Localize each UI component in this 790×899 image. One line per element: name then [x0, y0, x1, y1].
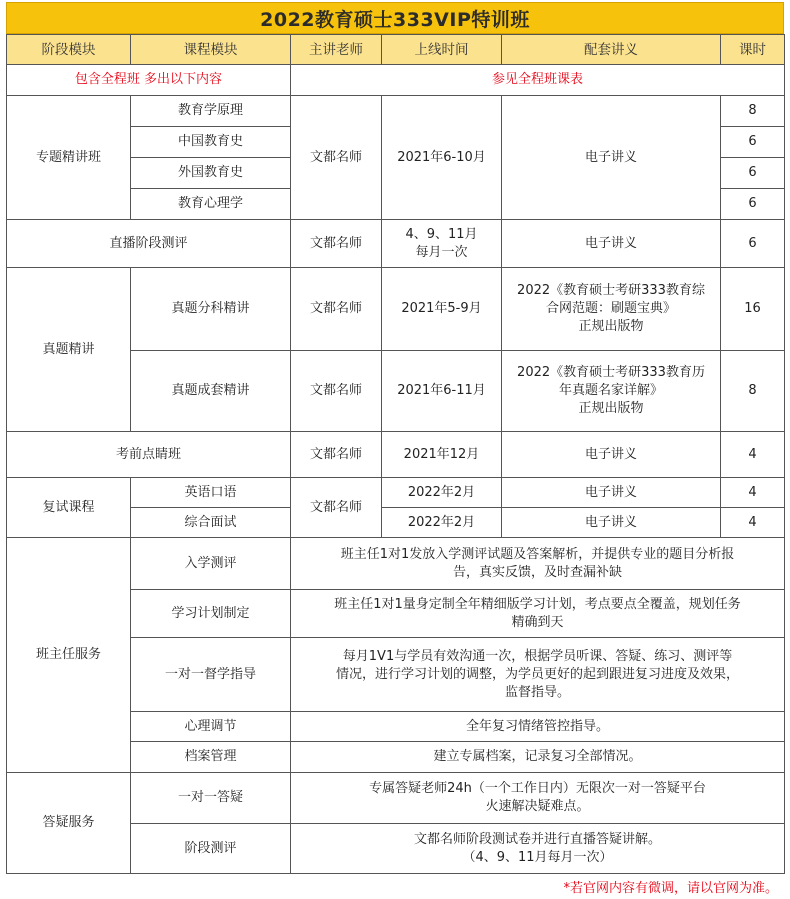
material-cell [502, 268, 721, 351]
desc-line: 专属答疑老师24h（一个工作日内）无限次一对一答疑平台 [369, 781, 706, 796]
hours-cell: 4 [721, 478, 785, 508]
header-stage: 阶段模块 [7, 35, 131, 65]
time-cell: 2021年5-9月 [382, 268, 502, 351]
stage-cell: 答疑服务 [7, 773, 131, 874]
course-cell: 中国教育史 [131, 127, 291, 158]
hours-cell: 16 [721, 268, 785, 351]
course-cell: 学习计划制定 [131, 590, 291, 638]
hours-cell: 4 [721, 508, 785, 538]
desc-line: 班主任1对1量身定制全年精细版学习计划，考点要点全覆盖，规划任务 [334, 596, 741, 612]
course-cell: 外国教育史 [131, 158, 291, 189]
material-line: 合网范题：刷题宝典》 [545, 301, 676, 316]
header-course: 课程模块 [131, 35, 291, 65]
teacher-cell: 文都名师 [291, 478, 382, 538]
teacher-cell: 文都名师 [291, 96, 382, 220]
stage-cell: 真题精讲 [7, 268, 131, 432]
material-line: 正规出版物 [578, 319, 644, 334]
material-line: 正规出版物 [578, 401, 644, 416]
service-desc-cell: 建立专属档案，记录复习全部情况。 [291, 742, 785, 773]
course-cell: 综合面试 [131, 508, 291, 538]
hours-cell: 4 [721, 432, 785, 478]
material-line: 2022《教育硕士考研333教育历 [517, 365, 705, 380]
course-cell: 教育心理学 [131, 189, 291, 220]
header-teacher: 主讲老师 [291, 35, 382, 65]
material-cell [502, 351, 721, 432]
course-cell: 真题分科精讲 [131, 268, 291, 351]
table-row [7, 538, 785, 590]
course-cell: 英语口语 [131, 478, 291, 508]
stage-cell: 考前点睛班 [7, 432, 291, 478]
header-time: 上线时间 [382, 35, 502, 65]
time-line: 每月一次 [415, 244, 468, 260]
desc-line: 监督指导。 [504, 684, 570, 700]
service-desc-cell: 全年复习情绪管控指导。 [291, 712, 785, 742]
table-row [7, 478, 785, 508]
hours-cell: 6 [721, 220, 785, 268]
material-cell: 电子讲义 [502, 508, 721, 538]
material-cell: 电子讲义 [502, 96, 721, 220]
time-cell: 2021年12月 [382, 432, 502, 478]
material-line: 年真题名家详解》 [558, 383, 663, 398]
course-cell: 一对一督学指导 [131, 638, 291, 712]
stage-cell: 专题精讲班 [7, 96, 131, 220]
table-header-row [7, 35, 785, 65]
course-cell: 入学测评 [131, 538, 291, 590]
hours-cell: 6 [721, 127, 785, 158]
footnote: *若官网内容有微调，请以官网为准。 [563, 881, 778, 896]
time-cell: 2021年6-10月 [382, 96, 502, 220]
stage-cell: 班主任服务 [7, 538, 131, 773]
time-cell [382, 220, 502, 268]
service-desc-cell [291, 590, 785, 638]
material-cell: 电子讲义 [502, 478, 721, 508]
desc-line: 告，真实反馈，及时查漏补缺 [452, 564, 622, 580]
teacher-cell: 文都名师 [291, 220, 382, 268]
service-desc-cell [291, 538, 785, 590]
header-hours: 课时 [721, 35, 785, 65]
course-table [6, 34, 785, 874]
time-cell: 2022年2月 [382, 508, 502, 538]
stage-cell: 复试课程 [7, 478, 131, 538]
service-desc-cell [291, 773, 785, 824]
stage-cell: 直播阶段测评 [7, 220, 291, 268]
desc-line: 情况，进行学习计划的调整，为学员更好的起到跟进复习进度及效果， [335, 666, 739, 682]
hours-cell: 6 [721, 189, 785, 220]
table-row [7, 268, 785, 351]
page-title: 2022教育硕士333VIP特训班 [6, 2, 784, 34]
table-row [7, 432, 785, 478]
time-line: 4、9、11月 [405, 226, 478, 242]
service-desc-cell [291, 824, 785, 874]
material-line: 2022《教育硕士考研333教育综 [517, 283, 705, 298]
course-cell: 一对一答疑 [131, 773, 291, 824]
table-row [7, 220, 785, 268]
desc-line: （4、9、11月每月一次） [462, 849, 613, 865]
desc-line: 精确到天 [511, 614, 564, 630]
material-cell: 电子讲义 [502, 220, 721, 268]
desc-line: 班主任1对1发放入学测评试题及答案解析，并提供专业的题目分析报 [340, 546, 735, 562]
table-row [7, 773, 785, 824]
notice-right: 参见全程班课表 [291, 65, 785, 96]
table-row [7, 96, 785, 127]
notice-row [7, 65, 785, 96]
course-cell: 教育学原理 [131, 96, 291, 127]
course-cell: 阶段测评 [131, 824, 291, 874]
teacher-cell: 文都名师 [291, 351, 382, 432]
course-cell: 心理调节 [131, 712, 291, 742]
hours-cell: 8 [721, 351, 785, 432]
course-cell: 档案管理 [131, 742, 291, 773]
desc-line: 火速解决疑难点。 [485, 799, 590, 814]
course-cell: 真题成套精讲 [131, 351, 291, 432]
time-cell: 2021年6-11月 [382, 351, 502, 432]
desc-line: 每月1V1与学员有效沟通一次，根据学员听课、答疑、练习、测评等 [342, 648, 733, 664]
hours-cell: 6 [721, 158, 785, 189]
hours-cell: 8 [721, 96, 785, 127]
service-desc-cell [291, 638, 785, 712]
material-cell: 电子讲义 [502, 432, 721, 478]
notice-left: 包含全程班 多出以下内容 [7, 65, 291, 96]
desc-line: 文都名师阶段测试卷并进行直播答疑讲解。 [413, 831, 661, 847]
time-cell: 2022年2月 [382, 478, 502, 508]
teacher-cell: 文都名师 [291, 268, 382, 351]
teacher-cell: 文都名师 [291, 432, 382, 478]
header-material: 配套讲义 [502, 35, 721, 65]
